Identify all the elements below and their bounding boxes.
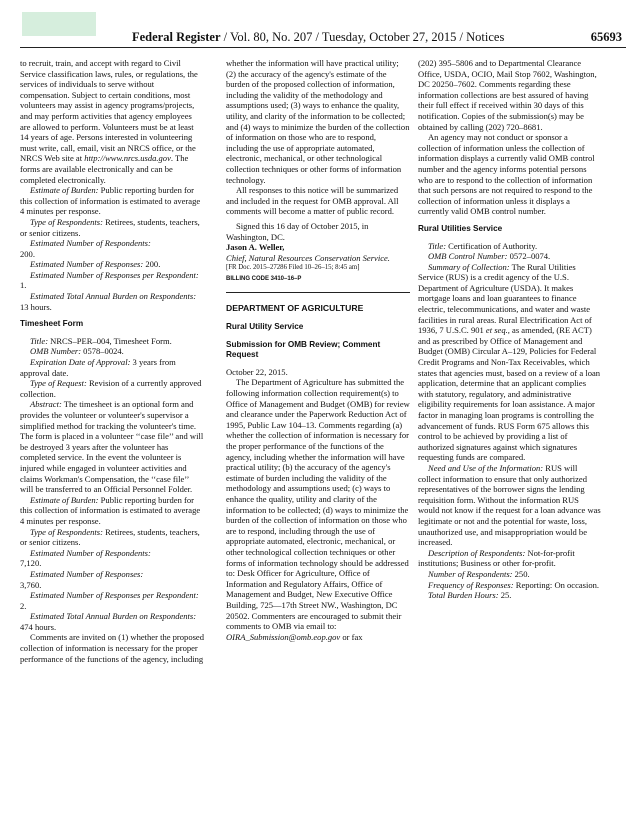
paragraph: Description of Respondents: Not-for-profit institutions; Business or other for-profit.: [418, 547, 575, 569]
column-2: [226, 58, 410, 642]
paragraph: Estimated Total Annual Burden on Respondents: 13 hours.: [20, 291, 197, 312]
paragraph: Abstract: The timesheet is an optional form and provides the volunteer or volunteer's supervisor a simplified method for tracking the volunteer's time. The form is placed in a volunteer ‘‘case file’’ and will be destroyed 3 years after the volunteer has completed service. In the event the volunteer is injured while engaged in volunteer activities and claims Workman's Compensation, the ‘‘case file’’ will be transferred to an Official Personnel Folder.: [20, 399, 204, 495]
paragraph: Estimated Number of Responses: 200.: [30, 259, 161, 270]
paragraph: Comments are invited on (1) whether the proposed collection of information is necessary for the proper performance of the functions of the agency, including: [20, 632, 204, 664]
paragraph: OMB Number: 0578–0024.: [30, 346, 124, 357]
column-1: [20, 58, 204, 664]
signed-line: Signed this 16 day of October 2015, in Washington, DC.: [226, 220, 369, 242]
paragraph: Number of Respondents: 250.: [428, 568, 530, 579]
paragraph: Expiration Date of Approval: 3 years from approval date.: [20, 357, 176, 378]
billing-code: BILLING CODE 3410–16–P: [226, 275, 302, 282]
paragraph: Estimated Number of Responses: 3,760.: [20, 568, 144, 590]
paragraph: whether the information will have practical utility; (2) the accuracy of the agency's estimate of the burden of the proposed collection of information, including the validity of the methodology and assumptions used; (3) ways to enhance the quality, utility, and clarity of the information to be collected; and (4) ways to minimize the burden of the collection of information on those who are to respond, including the use of appropriate automated, electronic, mechanical, or other technological collection techniques or other forms of information technology.: [226, 58, 410, 185]
paragraph: Frequency of Responses: Reporting: On occasion.: [428, 579, 600, 590]
signer-name: Jason A. Weller,: [226, 242, 285, 253]
header-citation: [132, 30, 504, 45]
paragraph: The Department of Agriculture has submitted the following information collection requirement(s) to Office of Management and Budget (OMB) for review and clearance under the Paperwork Reduction Act of 1995, Public Law 104–13. Comments regarding (a) whether the collection of information is necessary for the proper performance of the functions of the agency, including whether the information will have practical utility; (b) the accuracy of the agency's estimate of burden including the validity of the methodology and assumptions used; (c) ways to enhance the quality, utility and clarity of the information to be collected; (d) ways to minimize the burden of the collection of information on those who are to respond, including through the use of appropriate automated, electronic, mechanical, or other technological collection techniques or other forms of information technology should be addressed to: Desk Officer for Agriculture, Office of Information and Regulatory Affairs, Office of Management and Budget, New Executive Office Building, 725—17th Street NW., Washington, DC 20502. Commenters are encouraged to submit their comments to OMB via email to: OIRA_Submission@omb.eop.gov or fax: [226, 377, 410, 642]
paragraph: Type of Respondents: Retirees, students, teachers, or senior citizens.: [20, 216, 200, 238]
signer-title: Chief, Natural Resources Conservation Service.: [226, 252, 390, 263]
column-3: [418, 58, 602, 601]
fr-doc: [FR Doc. 2015–27286 Filed 10–26–15; 8:45 am]: [226, 264, 360, 272]
paragraph: Estimate of Burden: Public reporting burden for this collection of information is estimated to average 4 minutes per response.: [20, 185, 201, 217]
section-heading: Timesheet Form: [20, 319, 84, 329]
agency-heading: Rural Utility Service: [226, 322, 304, 332]
paragraph: Summary of Collection: The Rural Utilities Service (RUS) is a credit agency of the U.S. Department of Agriculture (USDA). It makes mortgage loans and loan guarantees to finance electric, telecommunications, and water and waste facilities in rural areas. Rural Electrification Act of 1936, 7 U.S.C. 901 et seq., as amended, (RE ACT) and as prescribed by Office of Management and Budget (OMB) Circular A–129, Policies for Federal Credit Programs and Non-Tax Receivables, which states that agencies must, based on a review of a loan application, determine that an applicant complies with statutory, regulatory, and administrative eligibility requirements for loan assistance. A major factor in managing loan programs is controlling the advancement of funds. RUS Form 675 allows this control to be achieved by providing a list of authorized signatures against which signatures requesting funds are compared.: [418, 261, 601, 463]
subject-heading: Submission for OMB Review; Comment Request: [226, 339, 381, 360]
header-meta: / Vol. 80, No. 207 / Tuesday, October 27, 2015 / Notices: [220, 30, 505, 44]
paragraph: to recruit, train, and accept with regard to Civil Service classification laws, rules, or regulations, the services of individuals to serve without compensation. Subject to certain conditions, most volunteers may assist in agency programs/projects, and may perform activities that agency employees are allowed to perform. Volunteers must be at least 14 years of age. Persons interested in volunteering must write, call, email, visit an NRCS office, or the NRCS Web site at http://www.nrcs.usda.gov. The forms are available electronically and can be completed electronically.: [20, 58, 198, 185]
email-link[interactable]: OIRA_Submission@omb.eop.gov: [226, 631, 341, 642]
paragraph: Need and Use of the Information: RUS will collect information to ensure that only authorized representatives of the borrower signs the lending requisition form. Without the information RUS would not know if the request for a loan advance was legitimate or not and the potential for waste, loss, unauthorized use, and misappropriation would be increased.: [418, 462, 601, 548]
page-number: 65693: [590, 30, 622, 44]
paragraph: All responses to this notice will be summarized and included in the request for OMB approval. All comments will become a matter of public record.: [226, 185, 399, 217]
nrcs-link[interactable]: http://www.nrcs.usda.gov: [84, 153, 171, 164]
paragraph: Estimated Total Annual Burden on Respondents: 474 hours.: [20, 611, 197, 632]
page-header: [14, 24, 626, 48]
paragraph: Title: NRCS–PER–004, Timesheet Form.: [30, 335, 172, 346]
paragraph: Type of Respondents: Retirees, students, teachers, or senior citizens.: [20, 526, 200, 548]
section-divider: [226, 292, 410, 293]
paragraph: Total Burden Hours: 25.: [428, 590, 512, 601]
paragraph: OMB Control Number: 0572–0074.: [428, 251, 551, 262]
header-title: Federal Register: [132, 30, 221, 44]
paragraph: (202) 395–5806 and to Departmental Clearance Office, USDA, OCIO, Mail Stop 7602, Washington, DC 20250–7602. Comments regarding these information collections are best assured of having their full effect if received within 30 days of this notification. Copies of the submission(s) may be obtained by calling (202) 720–8681.: [418, 58, 597, 132]
section-heading: Rural Utilities Service: [418, 223, 503, 233]
paragraph: Estimated Number of Respondents: 200.: [20, 238, 151, 259]
paragraph: Type of Request: Revision of a currently approved collection.: [20, 378, 202, 399]
paragraph: Estimated Number of Respondents: 7,120.: [20, 547, 151, 569]
header-rule: [20, 47, 626, 48]
paragraph: Title: Certification of Authority.: [428, 240, 538, 251]
paragraph: An agency may not conduct or sponsor a collection of information unless the collection of information displays a currently valid OMB control number and the agency informs potential persons who are to respond to the collection of information that such persons are not required to respond to the collection of information unless it displays a currently valid OMB control number.: [418, 132, 595, 217]
notice-date: October 22, 2015.: [226, 366, 288, 377]
paragraph: Estimated Number of Responses per Respondent: 1.: [20, 269, 199, 291]
department-heading: DEPARTMENT OF AGRICULTURE: [226, 303, 364, 314]
paragraph: Estimate of Burden: Public reporting burden for this collection of information is estimated to average 4 minutes per response.: [20, 494, 201, 526]
paragraph: Estimated Number of Responses per Respondent: 2.: [20, 590, 199, 611]
